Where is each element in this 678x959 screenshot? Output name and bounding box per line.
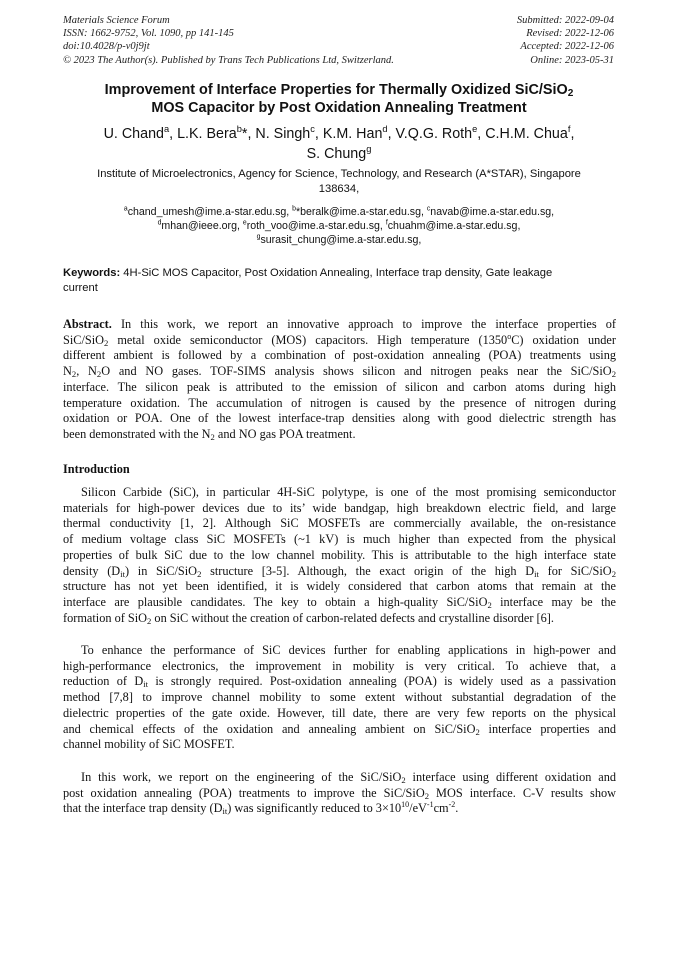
paragraph-line: structure has not yet been identified, it is widely considered that carbon atoms that remain at the: [63, 579, 616, 594]
author: , C.H.M. Chua: [477, 126, 568, 142]
paragraph-line: method [7,8] to improve channel mobility to some extent without substantial degradation of the: [63, 690, 616, 705]
journal-issn: ISSN: 1662-9752, Vol. 1090, pp 141-145: [63, 28, 234, 40]
subscript: 2: [71, 369, 77, 380]
abstract: [63, 317, 616, 443]
paragraph-text: interface properties and: [479, 721, 617, 736]
keywords: [63, 266, 616, 296]
abstract-text: C) oxidation under: [511, 332, 616, 347]
intro-paragraph-2: [63, 643, 616, 753]
author-affil-mark: f: [567, 124, 571, 135]
journal-copyright: © 2023 The Author(s). Published by Trans Tech Publications Ltd, Switzerland.: [63, 54, 394, 66]
paragraph-text: formation of SiO: [63, 610, 148, 625]
abstract-label: Abstract.: [63, 317, 112, 331]
abstract-text: been demonstrated with the N: [63, 426, 211, 441]
paragraph-line: [63, 564, 616, 580]
abstract-line: [63, 333, 616, 349]
intro-paragraph-1: [63, 485, 616, 626]
author-affil-mark: b: [236, 124, 242, 135]
paragraph-line: high-performance electronics, the improvement in mobility is very critical. To achieve that, a: [63, 658, 616, 673]
paragraph-text: interface using different oxidation and: [405, 770, 616, 784]
email-mark: c: [426, 205, 431, 213]
abstract-line: [63, 317, 616, 333]
intro-paragraph-3: [63, 770, 616, 817]
abstract-line: interface. The silicon peak is attributed to the emission of silicon and carbon atoms during high: [63, 379, 616, 394]
paragraph-text: cm: [433, 801, 449, 816]
affiliation-line: Institute of Microelectronics, Agency for Science, Technology, and Research (A*STAR), Singapore: [97, 168, 581, 180]
author-list: [40, 124, 638, 164]
subscript: 2: [96, 369, 102, 380]
paragraph-text: that the interface trap density (D: [63, 801, 223, 816]
author-line: [40, 124, 638, 144]
email-mark: d: [157, 219, 162, 227]
paragraph-text: is strongly required. Post-oxidation annealing (POA) is widely used as a passivation: [148, 674, 616, 689]
subscript: 2: [210, 431, 215, 442]
paragraph-text: interface are plausible candidates. The key to obtain a high-quality SiC/SiO: [63, 594, 488, 609]
paragraph-text: and chemical effects of the oxidation and annealing ambient on SiC/SiO: [63, 721, 476, 736]
abstract-text: N: [63, 364, 72, 379]
affiliation-line: 138634,: [318, 183, 360, 195]
paragraph-line: dielectric properties of the gate oxide. However, till date, there are very few reports on the physical: [63, 705, 616, 720]
email-address[interactable]: *beralk@ime.a-star.edu.sg,: [295, 206, 427, 218]
abstract-text: O and NO gases. TOF-SIMS analysis shows silicon and nitrogen peaks near the SiC/SiO: [101, 364, 612, 379]
abstract-line: different ambient is followed by a combination of post-oxidation annealing (POA) treatments using: [63, 348, 616, 363]
email-mark: e: [242, 219, 247, 227]
author-line: [40, 144, 638, 164]
journal-name: Materials Science Forum: [63, 15, 170, 26]
paragraph-line: materials for high-power devices due to its’ wide bandgap, high breakdown electric field, and large: [63, 500, 616, 515]
paragraph-text: density (D: [63, 563, 121, 578]
section-heading-introduction: Introduction: [63, 462, 130, 476]
email-line: [50, 205, 628, 219]
subscript: 2: [104, 337, 109, 348]
abstract-text: SiC/SiO: [63, 332, 105, 347]
subscript: 2: [401, 775, 406, 785]
author-affil-mark: d: [382, 124, 388, 135]
abstract-text: metal oxide semiconductor (MOS) capacitors. High temperature (1350: [108, 332, 508, 347]
author: S. Chung: [306, 146, 367, 162]
email-mark: b: [292, 205, 296, 213]
author: , K.M. Han: [314, 126, 383, 142]
paragraph-text: In this work, we report on the engineering of the SiC/SiO: [81, 770, 402, 784]
subscript: 2: [424, 790, 430, 801]
date-online: Online: 2023-05-31: [530, 54, 614, 66]
paragraph-line: [63, 722, 616, 738]
email-address[interactable]: surasit_chung@ime.a-star.edu.sg,: [260, 234, 422, 247]
superscript: 10: [401, 800, 410, 810]
paragraph-text: MOS interface. C-V results show: [429, 785, 616, 800]
subscript: it: [534, 568, 539, 579]
paragraph-line: thermal conductivity [1, 2]. Although SiC MOSFETs are commercially available, the on-resistance: [63, 516, 616, 531]
email-address[interactable]: mhan@ieee.org,: [161, 220, 243, 233]
email-address[interactable]: chuahm@ime.a-star.edu.sg,: [387, 220, 521, 233]
title-subscript: 2: [567, 88, 574, 99]
paragraph-line: [63, 801, 616, 817]
superscript: o: [507, 331, 512, 341]
subscript: 2: [611, 369, 616, 380]
subscript: 2: [475, 726, 480, 737]
email-line: [50, 233, 628, 247]
journal-doi: doi:10.4028/p-v0j9jt: [63, 41, 150, 53]
superscript: -2: [448, 800, 456, 810]
title-line: [40, 81, 638, 99]
title-line: MOS Capacitor by Post Oxidation Annealing Treatment: [151, 100, 527, 116]
author: U. Chand: [103, 126, 164, 142]
abstract-text: and NO gas POA treatment.: [214, 426, 356, 441]
subscript: 2: [611, 568, 616, 579]
paragraph-text: ) in SiC/SiO: [125, 563, 198, 578]
paragraph-line: properties of bulk SiC due to the low channel mobility. This is attributable to the high interface state: [63, 547, 616, 562]
paragraph-text: for SiC/SiO: [538, 563, 612, 578]
keywords-text: 4H-SiC MOS Capacitor, Post Oxidation Annealing, Interface trap density, Gate leakage: [120, 267, 553, 279]
abstract-text: , N: [76, 364, 97, 379]
email-mark: a: [123, 205, 128, 213]
paragraph-text: structure [3-5]. Although, the exact origin of the high D: [201, 563, 535, 578]
paragraph-line: To enhance the performance of SiC devices further for enabling applications in high-power and: [81, 643, 616, 657]
author-affil-mark: g: [366, 144, 372, 155]
abstract-line: [63, 427, 616, 443]
superscript: -1: [426, 800, 434, 810]
paragraph-line: Silicon Carbide (SiC), in particular 4H-SiC polytype, is one of the most promising semiconductor: [81, 485, 616, 499]
author: , V.Q.G. Roth: [387, 126, 473, 142]
journal-header: [63, 14, 394, 67]
email-address[interactable]: navab@ime.a-star.edu.sg,: [430, 206, 555, 218]
author-separator: ,: [570, 126, 575, 142]
email-mark: g: [256, 233, 261, 241]
author: , L.K. Bera: [169, 126, 237, 142]
paragraph-text: interface may be the: [491, 594, 616, 609]
keywords-line: current: [63, 282, 98, 294]
abstract-line: oxidation or POA. One of the lowest interface-trap densities along with good dielectric strength has: [63, 411, 616, 426]
email-address[interactable]: chand_umesh@ime.a-star.edu.sg,: [127, 206, 293, 218]
author-affil-mark: a: [163, 124, 170, 135]
subscript: 2: [147, 615, 152, 626]
paragraph-line: [63, 786, 616, 802]
paragraph-text: on SiC without the creation of carbon-related defects and crystalline disorder [6].: [151, 610, 554, 625]
subscript: it: [222, 806, 228, 817]
date-submitted: Submitted: 2022-09-04: [516, 15, 614, 26]
affiliation: [50, 167, 628, 197]
email-address[interactable]: roth_voo@ime.a-star.edu.sg,: [246, 220, 386, 233]
paragraph-text: ) was significantly reduced to 3×10: [227, 801, 402, 816]
paragraph-line: [63, 611, 616, 627]
paragraph-line: [63, 595, 616, 611]
author-affil-mark: c: [310, 124, 315, 135]
email-line: [50, 219, 628, 233]
email-mark: f: [385, 219, 388, 227]
author: *, N. Singh: [241, 126, 311, 142]
keywords-label: Keywords:: [63, 267, 121, 279]
subscript: it: [120, 568, 125, 579]
paragraph-text: /eV: [409, 801, 427, 816]
title-text: Improvement of Interface Properties for Thermally Oxidized SiC/SiO: [104, 82, 568, 98]
subscript: 2: [487, 599, 492, 610]
date-accepted: Accepted: 2022-12-06: [520, 41, 614, 53]
paper-title: [40, 81, 638, 117]
publication-dates: [517, 14, 614, 67]
abstract-line: temperature oxidation. The accumulation of nitrogen is caused by the presence of nitrogen during: [63, 395, 616, 410]
paragraph-text: reduction of D: [63, 674, 144, 689]
author-affil-mark: e: [472, 124, 478, 135]
author-emails: [50, 205, 628, 248]
keywords-line: [63, 266, 616, 281]
paragraph-line: [63, 770, 616, 786]
date-revised: Revised: 2022-12-06: [526, 28, 614, 40]
paragraph-line: channel mobility of SiC MOSFET.: [63, 737, 235, 752]
subscript: it: [143, 679, 149, 690]
paragraph-text: .: [455, 801, 459, 816]
subscript: 2: [197, 568, 202, 579]
paragraph-line: [63, 674, 616, 690]
paragraph-line: of medium voltage class SiC MOSFETs (~1 kV) is much higher than expected from the physical: [63, 532, 616, 547]
paragraph-text: post oxidation annealing (POA) treatments to improve the SiC/SiO: [63, 785, 425, 800]
abstract-line: [63, 364, 616, 380]
abstract-text: In this work, we report an innovative approach to improve the interface properties of: [111, 317, 616, 331]
